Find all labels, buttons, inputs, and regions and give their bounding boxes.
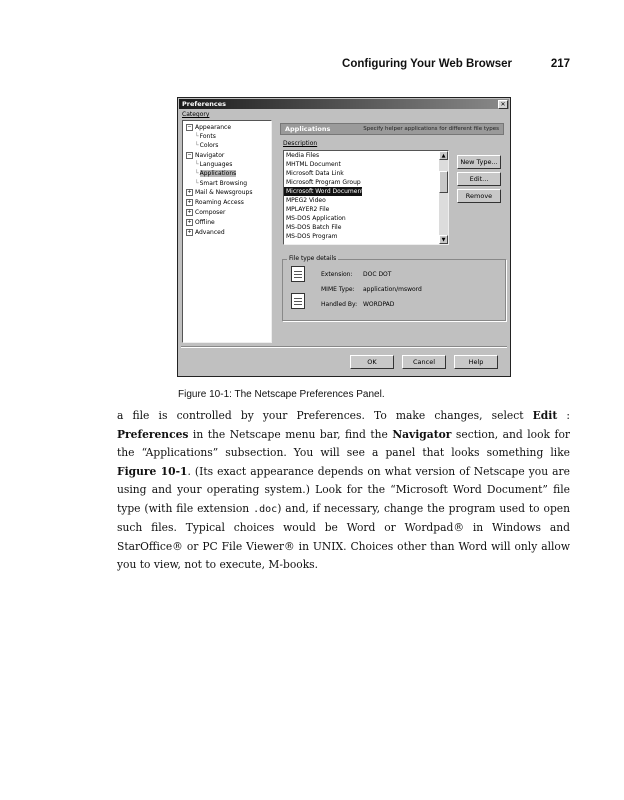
expand-icon[interactable]: +: [187, 199, 192, 205]
body-text-run: . (Its exact appearance depends on what version of Netscape you are using and your operating system.) Look for the “Microsoft Word Document” file type (with file extension: [117, 464, 570, 515]
cancel-button[interactable]: Cancel: [402, 355, 446, 369]
arrow-up-icon: ▲: [441, 153, 446, 159]
category-tree[interactable]: [182, 120, 272, 343]
scroll-up-button[interactable]: [439, 151, 448, 160]
divider: [181, 346, 507, 348]
tree-connector-icon: └: [195, 142, 199, 149]
body-text-run: a file is controlled by your Preferences. To make changes, select: [117, 409, 533, 422]
body-paragraph: [117, 407, 570, 575]
menu-edit-term: Edit: [532, 409, 558, 422]
list-item[interactable]: Microsoft Program Group: [286, 179, 361, 186]
menu-preferences-term: Preferences: [117, 427, 189, 441]
arrow-down-icon: ▼: [441, 237, 446, 243]
tree-item-fonts[interactable]: [195, 132, 216, 141]
tree-item-roaming-access[interactable]: [186, 198, 244, 207]
extension-label: Extension:: [321, 271, 353, 278]
notepad-icon: [291, 293, 305, 309]
panel-header: [280, 123, 504, 135]
mime-type-value: application/msword: [363, 286, 422, 293]
running-title: Configuring Your Web Browser: [342, 58, 512, 70]
body-text-run: section, and look for the “Applications” subsection. You will see a panel that looks something like: [117, 427, 571, 459]
figure-reference: Figure 10-1: [117, 464, 188, 478]
expand-icon[interactable]: +: [187, 189, 192, 195]
list-item[interactable]: Media Files: [286, 152, 320, 159]
tree-item-label: Roaming Access: [195, 199, 244, 206]
list-item[interactable]: MS-DOS Application: [286, 215, 346, 222]
list-item[interactable]: MS-DOS Batch File: [286, 224, 342, 231]
tree-item-label: Applications: [199, 170, 237, 177]
tree-item-label: Fonts: [199, 133, 216, 140]
expand-icon[interactable]: +: [187, 209, 192, 215]
list-item-selected[interactable]: Microsoft Word Document: [286, 188, 364, 195]
list-item[interactable]: MS-DOS Program: [286, 233, 338, 240]
description-label: Description: [283, 140, 318, 147]
help-button[interactable]: Help: [454, 355, 498, 369]
tree-item-label: Advanced: [195, 229, 225, 236]
scroll-down-button[interactable]: [439, 235, 448, 244]
tree-item-smart-browsing[interactable]: [195, 179, 247, 188]
expand-icon[interactable]: +: [187, 229, 192, 235]
new-type-button[interactable]: New Type...: [457, 155, 501, 169]
figure-caption: Figure 10-1: The Netscape Preferences Panel.: [178, 389, 385, 400]
file-type-details: [282, 255, 506, 321]
tree-item-mail-newsgroups[interactable]: [186, 188, 252, 197]
remove-button[interactable]: Remove: [457, 189, 501, 203]
details-legend: File type details: [289, 255, 337, 262]
list-item[interactable]: MPLAYER2 File: [286, 206, 330, 213]
list-item[interactable]: MHTML Document: [286, 161, 341, 168]
tree-connector-icon: └: [195, 161, 199, 168]
tree-connector-icon: └: [195, 180, 199, 187]
panel-subtitle: Specify helper applications for different file types: [363, 126, 499, 132]
tree-item-label: Composer: [195, 209, 226, 216]
list-item[interactable]: Microsoft Data Link: [286, 170, 344, 177]
tree-item-label: Appearance: [195, 124, 232, 131]
body-text-run: :: [557, 409, 571, 422]
panel-title: Applications: [285, 125, 331, 133]
running-head: [0, 58, 624, 74]
tree-connector-icon: └: [195, 170, 199, 177]
body-text-run: in the Netscape menu bar, find the: [188, 427, 393, 441]
preferences-dialog: [177, 97, 511, 377]
tree-item-label: Offline: [195, 219, 215, 226]
page-number: 217: [550, 58, 570, 70]
scroll-thumb[interactable]: [439, 171, 448, 193]
tree-item-colors[interactable]: [195, 141, 218, 150]
file-type-list[interactable]: [283, 150, 449, 245]
mime-type-label: MIME Type:: [321, 286, 355, 293]
close-button[interactable]: [498, 100, 508, 109]
collapse-icon[interactable]: −: [187, 124, 192, 130]
tree-item-label: Mail & Newsgroups: [195, 189, 253, 196]
tree-item-advanced[interactable]: [186, 228, 225, 237]
list-item[interactable]: MPEG2 Video: [286, 197, 326, 204]
tree-item-appearance[interactable]: [186, 123, 231, 132]
tree-item-navigator[interactable]: [186, 151, 224, 160]
tree-item-label: Navigator: [195, 152, 225, 159]
navigator-term: Navigator: [392, 427, 452, 441]
file-extension-code: .doc: [253, 503, 278, 515]
tree-item-label: Languages: [199, 161, 233, 168]
document-icon: [291, 266, 305, 282]
dialog-title: Preferences: [182, 100, 226, 108]
collapse-icon[interactable]: −: [187, 152, 192, 158]
body-text-run: ) and, if necessary, change the program used to open such files. Typical choices would be Word or Wordpad® in Windows and StarOffice® or PC File Viewer® in UNIX. Choices other than Word will only allow you to view, not to execute, M-books.: [117, 501, 570, 571]
extension-value: DOC DOT: [363, 271, 392, 278]
tree-item-offline[interactable]: [186, 218, 215, 227]
tree-item-composer[interactable]: [186, 208, 225, 217]
category-label: Category: [182, 111, 210, 118]
handled-by-value: WORDPAD: [363, 301, 395, 308]
handled-by-label: Handled By:: [321, 301, 358, 308]
dialog-titlebar: [179, 99, 509, 109]
tree-item-languages[interactable]: [195, 160, 232, 169]
tree-item-label: Colors: [199, 142, 219, 149]
close-icon: ✕: [500, 101, 506, 108]
edit-button[interactable]: Edit...: [457, 172, 501, 186]
tree-item-applications[interactable]: [195, 169, 236, 178]
expand-icon[interactable]: +: [187, 219, 192, 225]
list-scrollbar[interactable]: [439, 151, 448, 244]
tree-item-label: Smart Browsing: [199, 180, 248, 187]
ok-button[interactable]: OK: [350, 355, 394, 369]
tree-connector-icon: └: [195, 133, 199, 140]
